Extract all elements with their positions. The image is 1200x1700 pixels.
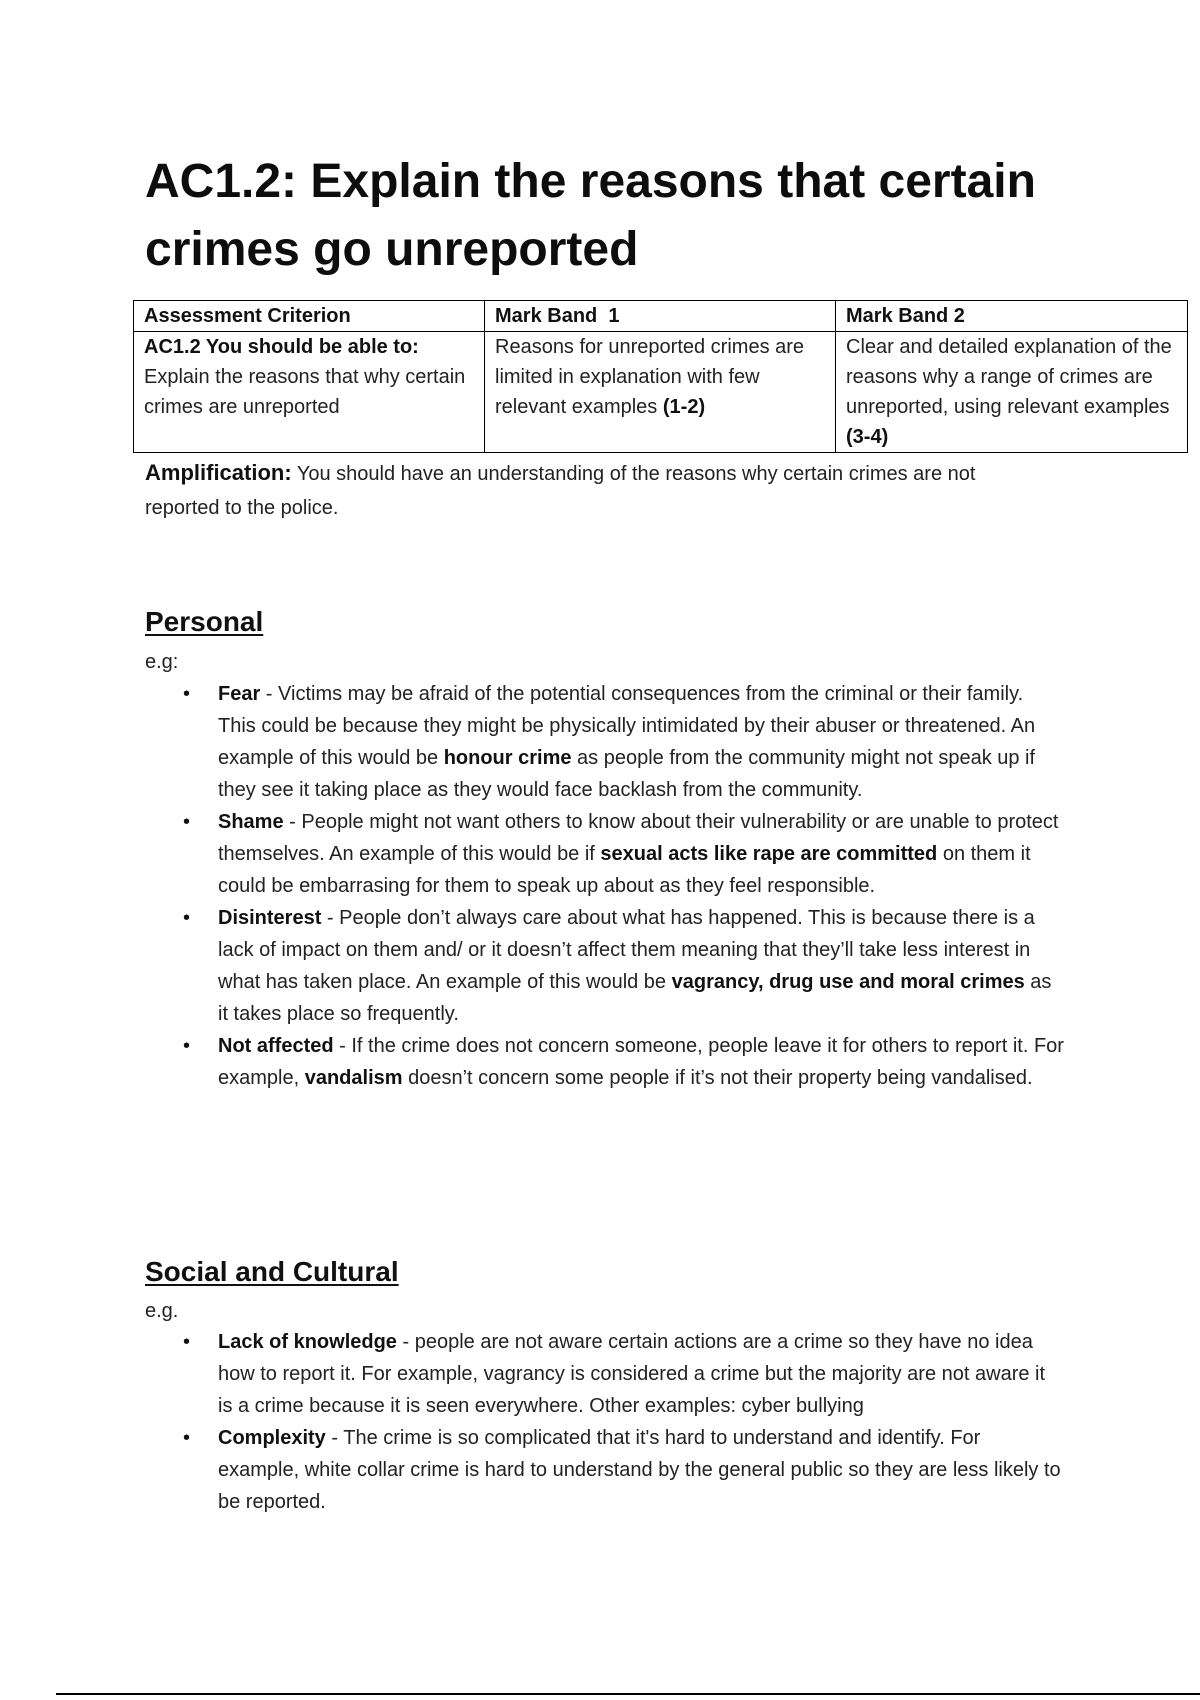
- personal-heading: Personal: [145, 606, 264, 637]
- assessment-criteria-table: [133, 300, 1188, 453]
- criterion-text: Explain the reasons that why certain crimes are unreported: [144, 366, 466, 418]
- social-cultural-heading: Social and Cultural: [145, 1256, 399, 1287]
- criterion-cell: [134, 332, 485, 453]
- reason-term: Disinterest: [218, 907, 322, 929]
- reason-text: as it takes place so frequently.: [218, 971, 1052, 1025]
- header-mark-band-2: Mark Band 2: [836, 301, 1188, 332]
- reason-example: sexual acts like rape are committed: [600, 843, 938, 865]
- reason-example: honour crime: [443, 747, 572, 769]
- reason-text: on them it could be embarrasing for them to speak up about as they feel responsible.: [218, 843, 1031, 897]
- mark-band-2-text: Clear and detailed explanation of the reasons why a range of crimes are unreported, using relevant examples: [846, 336, 1172, 418]
- list-item: [145, 1326, 1065, 1422]
- amplification-label: Amplification:: [145, 460, 292, 485]
- header-mark-band-1: Mark Band 1: [485, 301, 836, 332]
- footer-divider: [56, 1693, 1200, 1695]
- reason-term: Not affected: [218, 1035, 334, 1057]
- reason-text: - People might not want others to know about their vulnerability or are unable to protect themselves. An example of this would be if: [218, 811, 1059, 865]
- list-item: [145, 806, 1065, 902]
- mark-band-2-marks: (3-4): [846, 426, 889, 448]
- amplification-text: You should have an understanding of the reasons why certain crimes are not reported to the police.: [145, 463, 976, 519]
- reason-text: - Victims may be afraid of the potential consequences from the criminal or their family. This could be because they might be physically intimidated by their abuser or threatened. An example of this would be: [218, 683, 1036, 769]
- mark-band-1-text: Reasons for unreported crimes are limited in explanation with few relevant examples: [495, 336, 805, 418]
- reason-text: - If the crime does not concern someone, people leave it for others to report it. For example,: [218, 1035, 1064, 1089]
- reason-text: - People don’t always care about what has happened. This is because there is a lack of impact on them and/ or it doesn’t affect them meaning that they’ll take less interest in what has taken place. An example of this would be: [218, 907, 1035, 993]
- list-item: [145, 678, 1065, 806]
- reason-term: Fear: [218, 683, 261, 705]
- personal-reasons-list: [145, 678, 1065, 1094]
- list-item: [145, 902, 1065, 1030]
- reason-text: doesn’t concern some people if it’s not their property being vandalised.: [402, 1067, 1033, 1089]
- reason-term: Complexity: [218, 1427, 326, 1449]
- mark-band-2-cell: [836, 332, 1188, 453]
- list-item: [145, 1422, 1065, 1518]
- page-title: AC1.2: Explain the reasons that certain crimes go unreported: [145, 155, 1036, 276]
- reason-example: vandalism: [304, 1067, 403, 1089]
- mark-band-1-marks: (1-2): [662, 396, 706, 418]
- header-assessment-criterion: Assessment Criterion: [134, 301, 485, 332]
- reason-text: as people from the community might not speak up if they see it taking place as they would face backlash from the community.: [218, 747, 1036, 801]
- reason-term: Lack of knowledge: [218, 1331, 397, 1353]
- reason-example: vagrancy, drug use and moral crimes: [671, 971, 1025, 993]
- reason-term: Shame: [218, 811, 284, 833]
- list-item: [145, 1030, 1065, 1094]
- mark-band-1-cell: [485, 332, 836, 453]
- table-row: [134, 332, 1188, 453]
- personal-eg: e.g:: [145, 651, 179, 673]
- reason-text: - The crime is so complicated that it's hard to understand and identify. For example, white collar crime is hard to understand by the general public so they are less likely to be reported.: [218, 1427, 1061, 1513]
- social-reasons-list: [145, 1326, 1065, 1518]
- amplification-note: [145, 456, 1045, 525]
- table-header-row: [134, 301, 1188, 332]
- criterion-heading: AC1.2 You should be able to:: [144, 336, 419, 358]
- reason-text: - people are not aware certain actions are a crime so they have no idea how to report it. For example, vagrancy is considered a crime but the majority are not aware it is a crime because it is seen everywhere. Other examples: cyber bullying: [218, 1331, 1046, 1417]
- social-eg: e.g.: [145, 1300, 179, 1322]
